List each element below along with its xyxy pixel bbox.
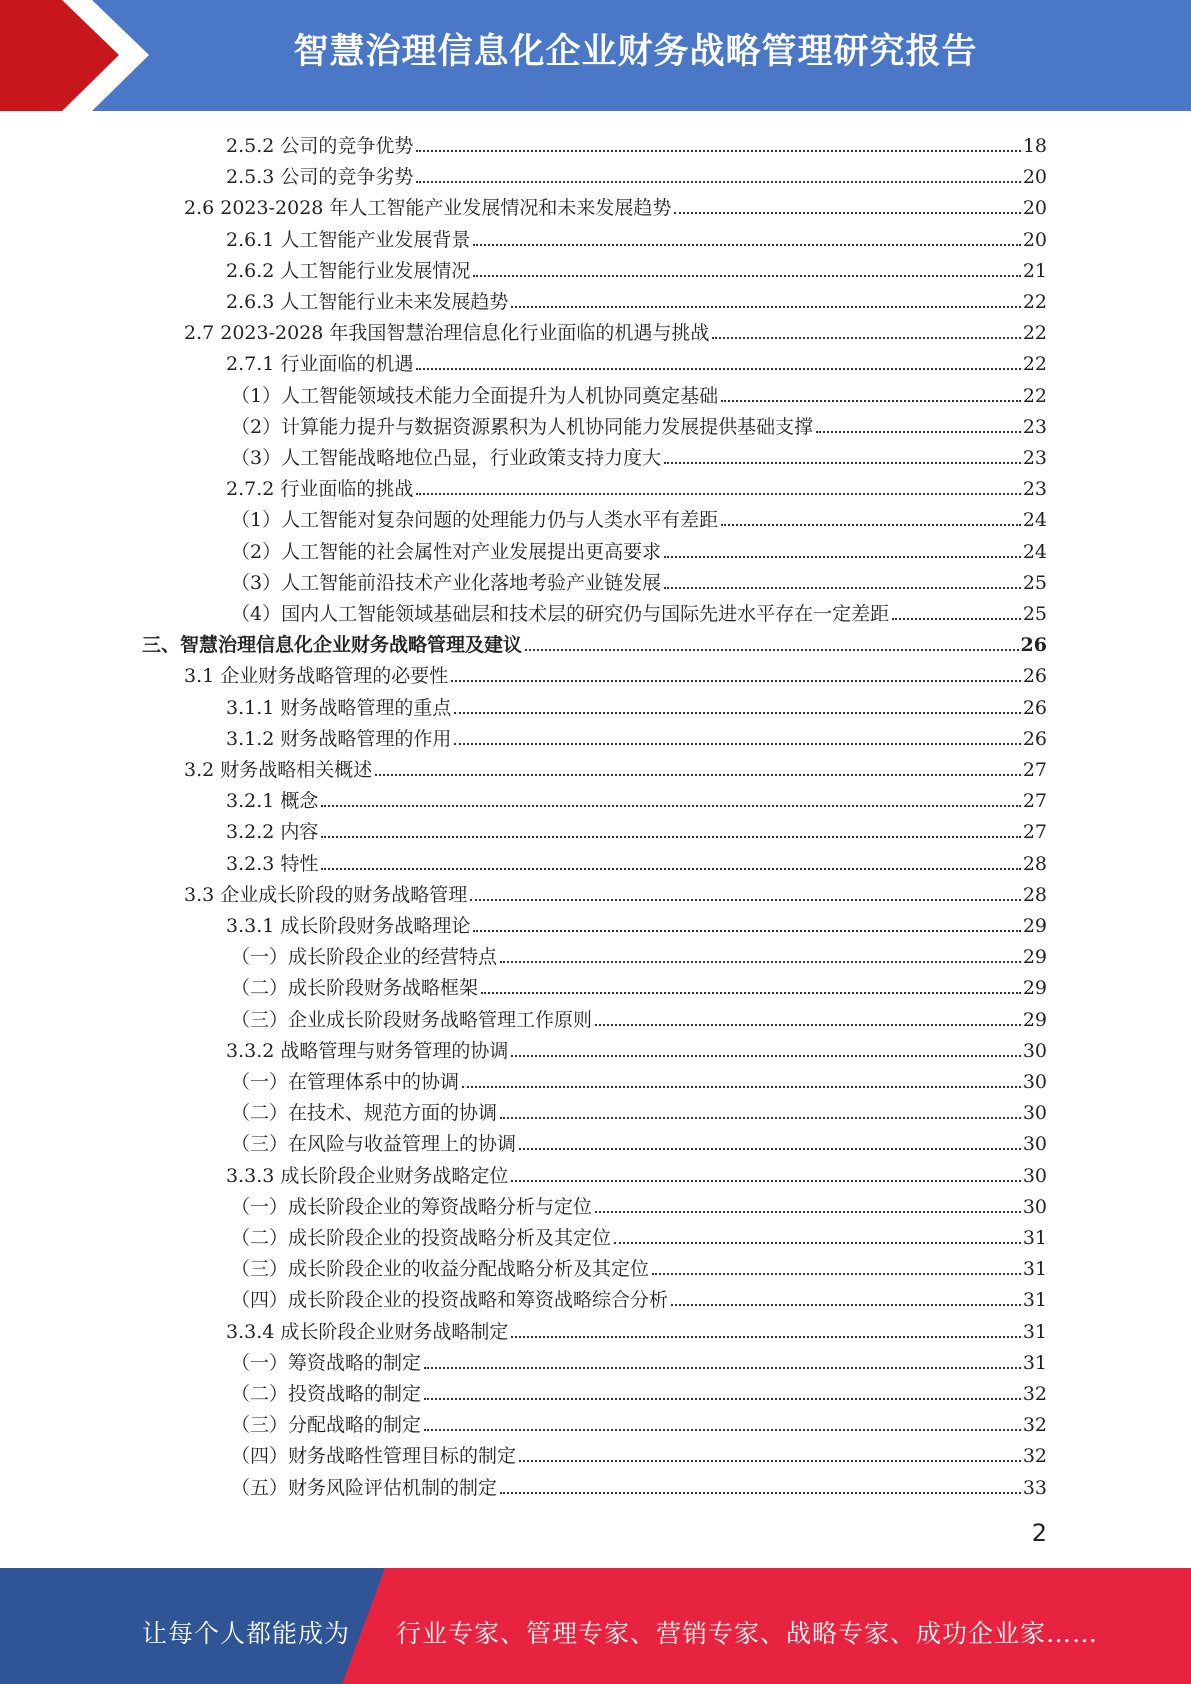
toc-entry[interactable] [231,532,1047,563]
toc-entry-label: 3.2.1 概念 [226,790,319,813]
toc-entry-label: （五）财务风险评估机制的制定 [231,1476,498,1499]
toc-entry[interactable] [231,1405,1047,1436]
toc-entry-label: 2.7.2 行业面临的挑战 [226,478,414,501]
toc-dot-leader [664,587,1021,589]
toc-entry[interactable] [226,157,1047,188]
toc-entry-page: 32 [1022,1414,1047,1437]
toc-entry[interactable] [184,875,1047,906]
toc-dot-leader [454,743,1020,745]
toc-dot-leader [525,649,1019,651]
toc-entry-page: 25 [1022,571,1047,594]
toc-entry-label: 3.3 企业成长阶段的财务战略管理 [184,883,468,906]
toc-dot-leader [416,181,1020,183]
toc-entry[interactable] [231,1436,1047,1467]
toc-entry-page: 27 [1022,759,1047,781]
toc-dot-leader [454,712,1020,714]
toc-entry[interactable] [226,344,1047,375]
toc-dot-leader [500,961,1021,963]
toc-entry-label: 2.6.1 人工智能产业发展背景 [226,228,471,251]
toc-entry-label: 2.6 2023-2028 年人工智能产业发展情况和未来发展趋势 [184,197,672,220]
toc-entry[interactable] [231,1093,1047,1124]
toc-entry-page: 20 [1022,166,1047,189]
toc-entry-label: （三）分配战略的制定 [231,1414,422,1437]
toc-entry-page: 26 [1020,634,1047,657]
toc-entry[interactable] [184,750,1047,781]
toc-entry-label: （三）在风险与收益管理上的协调 [231,1133,517,1156]
report-header [0,0,1191,111]
toc-entry-page: 29 [1022,977,1047,1000]
toc-entry-page: 24 [1022,540,1047,563]
toc-entry[interactable] [226,220,1047,251]
toc-entry-label: 2.6.3 人工智能行业未来发展趋势 [226,291,509,313]
toc-entry-label: （一）筹资战略的制定 [231,1351,422,1374]
toc-entry-page: 25 [1022,603,1047,625]
report-title: 智慧治理信息化企业财务战略管理研究报告 [293,32,978,72]
toc-entry[interactable] [226,844,1047,875]
toc-entry[interactable] [231,1218,1047,1249]
toc-entry-label: （一）成长阶段企业的经营特点 [231,946,498,969]
toc-entry-page: 33 [1022,1476,1047,1499]
toc-entry-page: 30 [1022,1071,1047,1093]
toc-entry-page: 26 [1022,727,1047,750]
toc-dot-leader [816,431,1021,433]
toc-entry-label: （四）财务战略性管理目标的制定 [231,1445,517,1468]
toc-dot-leader [671,1304,1021,1306]
toc-dot-leader [511,306,1020,308]
page-number: 2 [1031,1519,1047,1547]
toc-entry[interactable] [231,563,1047,594]
toc-entry-page: 20 [1022,228,1047,251]
toc-entry[interactable] [231,438,1047,469]
toc-dot-leader [473,930,1020,932]
toc-entry[interactable] [184,313,1047,344]
toc-entry-label: 3.1 企业财务战略管理的必要性 [184,665,449,688]
toc-entry-page: 22 [1022,353,1047,376]
toc-entry-label: 三、智慧治理信息化企业财务战略管理及建议 [142,634,523,657]
toc-entry-label: 3.2 财务战略相关概述 [184,759,373,781]
toc-entry-page: 31 [1022,1289,1047,1312]
toc-entry-page: 22 [1022,291,1047,313]
toc-entry[interactable] [226,282,1047,313]
toc-entry[interactable] [231,1124,1047,1155]
toc-entry[interactable] [226,1156,1047,1187]
toc-dot-leader [664,462,1021,464]
toc-entry-page: 30 [1022,1039,1047,1062]
toc-dot-leader [519,1148,1021,1150]
toc-dot-leader [462,1086,1021,1088]
report-footer [0,1568,1191,1684]
toc-entry-page: 29 [1022,946,1047,969]
toc-entry-page: 23 [1022,447,1047,469]
toc-entry-label: 3.1.2 财务战略管理的作用 [226,727,452,750]
toc-entry[interactable] [226,251,1047,282]
toc-entry[interactable] [226,812,1047,843]
toc-entry-label: （一）在管理体系中的协调 [231,1071,460,1093]
toc-entry-page: 18 [1022,135,1047,157]
toc-entry-label: （2）人工智能的社会属性对产业发展提出更高要求 [231,540,662,563]
toc-entry[interactable] [226,719,1047,750]
toc-entry-label: （3）人工智能前沿技术产业化落地考验产业链发展 [231,571,662,594]
toc-entry-page: 21 [1022,259,1047,282]
toc-entry-page: 31 [1022,1258,1047,1281]
toc-entry-page: 26 [1022,696,1047,719]
toc-entry-label: （二）成长阶段企业的投资战略分析及其定位 [231,1227,612,1249]
toc-entry-page: 22 [1022,322,1047,345]
toc-dot-leader [470,899,1021,901]
toc-entry[interactable] [142,625,1047,656]
toc-entry[interactable] [226,469,1047,500]
toc-entry-page: 22 [1022,384,1047,407]
toc-entry-label: 3.2.2 内容 [226,821,319,844]
toc-entry[interactable] [231,1374,1047,1405]
toc-entry[interactable] [231,1249,1047,1280]
toc-entry-page: 31 [1022,1227,1047,1249]
toc-entry-page: 30 [1022,1195,1047,1218]
toc-entry[interactable] [184,656,1047,687]
toc-dot-leader [721,400,1021,402]
toc-entry[interactable] [226,906,1047,937]
toc-entry-page: 30 [1022,1102,1047,1125]
toc-entry-label: 3.3.1 成长阶段财务战略理论 [226,915,471,937]
toc-entry[interactable] [226,781,1047,812]
toc-entry-label: 3.3.4 成长阶段企业财务战略制定 [226,1320,509,1343]
toc-dot-leader [321,868,1020,870]
toc-entry-page: 26 [1022,665,1047,688]
toc-entry-label: （3）人工智能战略地位凸显，行业政策支持力度大 [231,447,662,469]
toc-dot-leader [892,618,1021,620]
toc-entry-label: （三）企业成长阶段财务战略管理工作原则 [231,1008,593,1031]
toc-entry-page: 29 [1022,915,1047,937]
toc-dot-leader [595,1211,1021,1213]
toc-entry-label: 2.7.1 行业面临的机遇 [226,353,414,376]
toc-dot-leader [664,556,1021,558]
toc-dot-leader [481,992,1021,994]
toc-entry[interactable] [231,594,1047,625]
toc-entry[interactable] [226,1312,1047,1343]
toc-dot-leader [721,524,1021,526]
toc-entry-page: 24 [1022,509,1047,532]
toc-dot-leader [424,1398,1021,1400]
toc-entry-label: 3.2.3 特性 [226,852,319,875]
toc-entry-label: （4）国内人工智能领域基础层和技术层的研究仍与国际先进水平存在一定差距 [231,603,890,625]
toc-dot-leader [416,493,1020,495]
footer-slogan-left: 让每个人都能成为 [142,1619,351,1648]
toc-entry[interactable] [231,500,1047,531]
toc-entry-page: 23 [1022,478,1047,501]
toc-entry-label: 2.5.2 公司的竞争优势 [226,135,414,157]
toc-entry[interactable] [184,188,1047,219]
toc-entry-page: 30 [1022,1133,1047,1156]
toc-entry[interactable] [231,1187,1047,1218]
toc-entry-page: 32 [1022,1445,1047,1468]
toc-entry-page: 31 [1022,1351,1047,1374]
toc-dot-leader [473,275,1020,277]
toc-entry-label: （四）成长阶段企业的投资战略和筹资战略综合分析 [231,1289,669,1312]
toc-entry-label: （1）人工智能对复杂问题的处理能力仍与人类水平有差距 [231,509,719,532]
toc-entry[interactable] [226,688,1047,719]
toc-entry-page: 32 [1022,1383,1047,1405]
toc-entry[interactable] [231,1343,1047,1374]
toc-entry-label: 2.7 2023-2028 年我国智慧治理信息化行业面临的机遇与挑战 [184,322,710,345]
footer-slogan-right: 行业专家、管理专家、营销专家、战略专家、成功企业家…… [396,1619,1099,1648]
toc-entry-page: 28 [1022,883,1047,906]
toc-entry[interactable] [231,968,1047,999]
toc-dot-leader [511,1055,1020,1057]
toc-entry-label: 2.6.2 人工智能行业发展情况 [226,259,471,282]
toc-dot-leader [511,1180,1020,1182]
toc-dot-leader [712,337,1020,339]
toc-entry[interactable] [226,1031,1047,1062]
toc-entry-page: 23 [1022,415,1047,438]
toc-entry[interactable] [231,376,1047,407]
toc-dot-leader [416,368,1020,370]
toc-entry-label: （二）成长阶段财务战略框架 [231,977,479,1000]
toc-entry-label: （2）计算能力提升与数据资源累积为人机协同能力发展提供基础支撑 [231,415,814,438]
toc-entry-page: 30 [1022,1164,1047,1187]
toc-entry[interactable] [231,1280,1047,1311]
toc-entry[interactable] [231,937,1047,968]
toc-entry-label: 3.3.2 战略管理与财务管理的协调 [226,1039,509,1062]
toc-entry-page: 20 [1022,197,1047,220]
toc-entry-page: 28 [1022,852,1047,875]
toc-entry[interactable] [231,407,1047,438]
toc-entry-page: 29 [1022,1008,1047,1031]
toc-entry[interactable] [226,126,1047,157]
toc-entry-label: （二）在技术、规范方面的协调 [231,1102,498,1125]
toc-dot-leader [473,244,1020,246]
toc-dot-leader [375,774,1021,776]
toc-dot-leader [321,805,1020,807]
toc-entry-label: 3.1.1 财务战略管理的重点 [226,696,452,719]
toc-entry[interactable] [231,1000,1047,1031]
toc-dot-leader [519,1460,1021,1462]
toc-dot-leader [424,1367,1021,1369]
toc-dot-leader [321,836,1020,838]
toc-entry-page: 27 [1022,790,1047,813]
toc-entry-label: 2.5.3 公司的竞争劣势 [226,166,414,189]
toc-dot-leader [674,212,1020,214]
toc-dot-leader [652,1273,1021,1275]
toc-entry-label: （二）投资战略的制定 [231,1383,422,1405]
toc-entry-label: 3.3.3 成长阶段企业财务战略定位 [226,1164,509,1187]
toc-dot-leader [614,1242,1021,1244]
toc-entry-page: 31 [1022,1320,1047,1343]
toc-dot-leader [500,1117,1021,1119]
toc-dot-leader [451,680,1021,682]
toc-dot-leader [500,1492,1021,1494]
toc-entry-label: （三）成长阶段企业的收益分配战略分析及其定位 [231,1258,650,1281]
toc-entry[interactable] [231,1468,1047,1499]
toc-entry[interactable] [231,1062,1047,1093]
toc-dot-leader [595,1024,1021,1026]
toc-entry-label: （1）人工智能领域技术能力全面提升为人机协同奠定基础 [231,384,719,407]
toc-dot-leader [416,150,1020,152]
toc-entry-page: 27 [1022,821,1047,844]
toc-dot-leader [424,1429,1021,1431]
toc-dot-leader [511,1336,1020,1338]
toc-entry-label: （一）成长阶段企业的筹资战略分析与定位 [231,1195,593,1218]
